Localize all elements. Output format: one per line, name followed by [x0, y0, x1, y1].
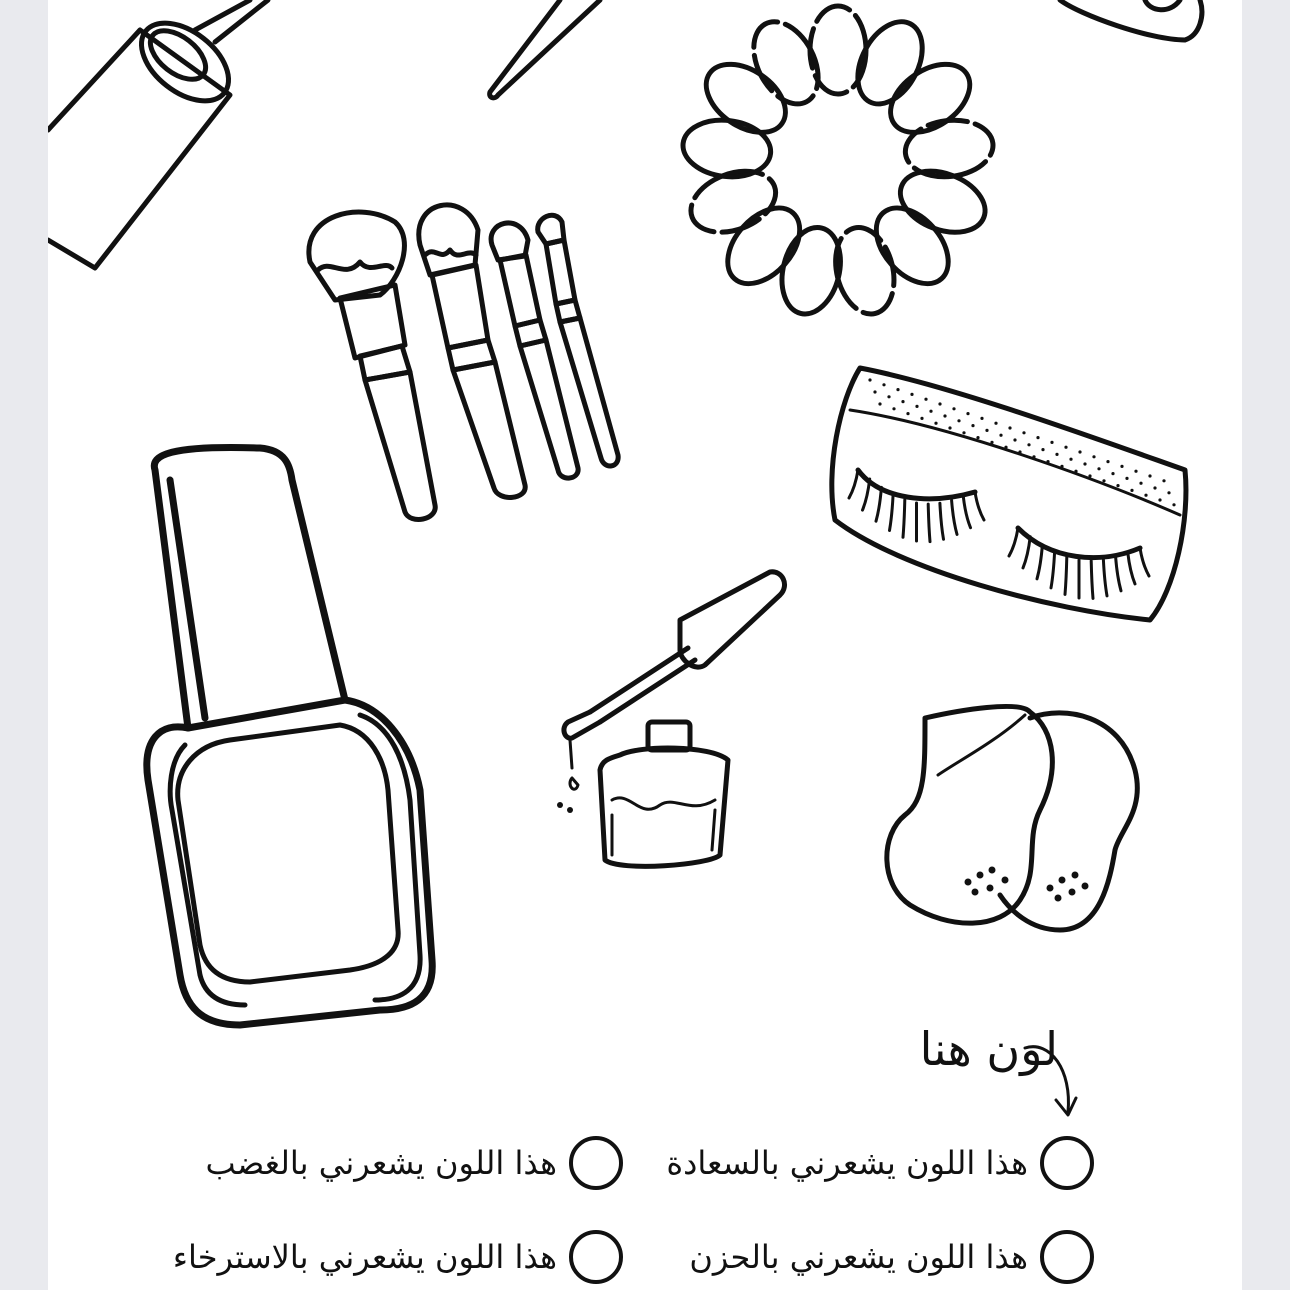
option-relaxation-label: هذا اللون يشعرني بالاسترخاء	[172, 1238, 557, 1276]
color-circle-happiness[interactable]	[1040, 1136, 1094, 1190]
option-happiness-label: هذا اللون يشعرني بالسعادة	[666, 1144, 1028, 1182]
option-happiness[interactable]	[666, 1136, 1094, 1190]
option-anger-label: هذا اللون يشعرني بالغضب	[205, 1144, 557, 1182]
coloring-page	[48, 0, 1242, 1290]
small-nail-polish-icon	[557, 572, 785, 867]
color-circle-relaxation[interactable]	[569, 1230, 623, 1284]
color-circle-anger[interactable]	[569, 1136, 623, 1190]
false-nails-icon	[680, 6, 996, 320]
option-sadness[interactable]	[689, 1230, 1094, 1284]
color-circle-sadness[interactable]	[1040, 1230, 1094, 1284]
makeup-sponges-icon	[887, 706, 1138, 930]
color-here-label: لون هنا	[919, 1022, 1058, 1076]
tweezers-icon	[490, 0, 600, 98]
option-relaxation[interactable]	[173, 1230, 623, 1284]
coloring-illustrations	[48, 0, 1242, 1290]
makeup-brushes-icon	[309, 205, 618, 520]
nail-polish-bottle-icon	[147, 447, 432, 1025]
lip-gloss-icon	[48, 0, 268, 268]
compact-icon	[1060, 0, 1202, 40]
option-anger[interactable]	[206, 1136, 623, 1190]
option-sadness-label: هذا اللون يشعرني بالحزن	[689, 1238, 1028, 1276]
sleep-mask-icon	[832, 368, 1186, 620]
